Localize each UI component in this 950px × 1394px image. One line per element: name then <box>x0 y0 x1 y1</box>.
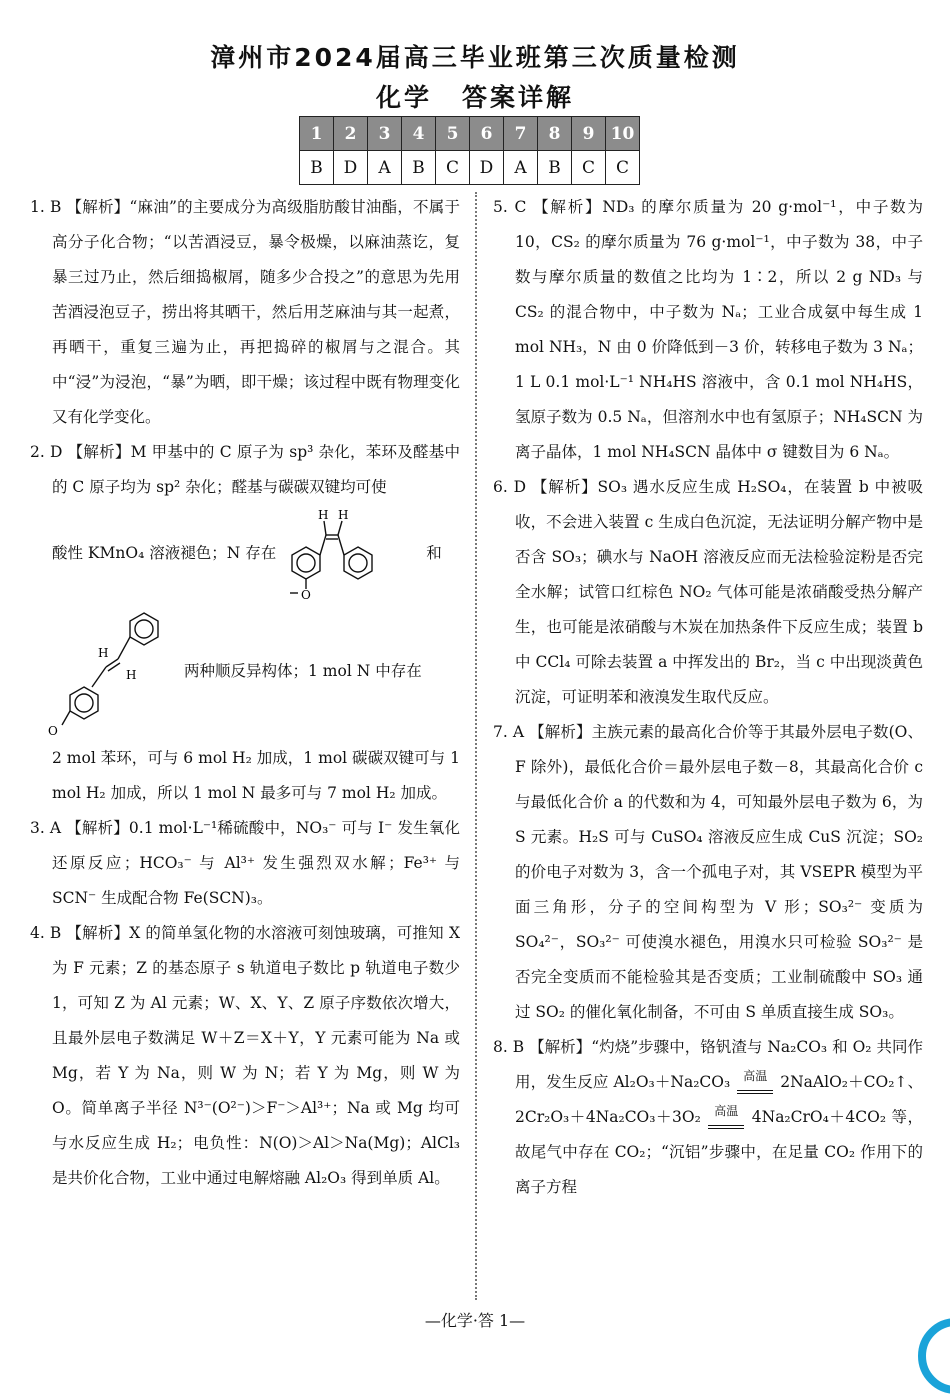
answer-cell: A <box>504 151 538 185</box>
answer-cell: D <box>334 151 368 185</box>
question-number-cell: 3 <box>368 117 402 151</box>
subject-label: 化学 <box>375 83 432 112</box>
answer-cell: B <box>300 151 334 185</box>
trans-stilbene-structure <box>44 601 174 741</box>
question-4-text: 4. B 【解析】X 的简单氢化物的水溶液可刻蚀玻璃，可推知 X 为 F 元素；Z 的基态原子 s 轨道电子数比 p 轨道电子数少 1，可知 Z 为 Al 元素；W、X、Y、Z 原子序数依次增大，且最外层电子数满足 W＋Z＝X＋Y，Y 元素可能为 Na 或 Mg，若 Y 为 Na，则 W 为 N；若 Y 为 Mg，则 W 为 O。简单离子半径 N³⁻(O²⁻)＞F⁻＞Al³⁺；Na 或 Mg 均可与水反应生成 H₂；电负性：N(O)＞Al＞Na(Mg)；AlCl₃ 是共价化合物，工业中通过电解熔融 Al₂O₃ 得到单质 Al。 <box>30 924 460 1187</box>
question-5-text: 5. C 【解析】ND₃ 的摩尔质量为 20 g·mol⁻¹，中子数为 10，CS₂ 的摩尔质量为 76 g·mol⁻¹，中子数为 38，中子数与摩尔质量的数值之比均为 1∶2，所以 2 g ND₃ 与 CS₂ 的混合物中，中子数为 Nₐ；工业合成氨中每生成 1 mol NH₃，N 由 0 价降低到－3 价，转移电子数为 3 Nₐ；1 L 0.1 mol·L⁻¹ NH₄HS 溶液中，含 0.1 mol NH₄HS，氢原子数为 0.5 Nₐ，但溶剂水中也有氢原子；NH₄SCN 为离子晶体，1 mol NH₄SCN 晶体中 σ 键数目为 6 Nₐ。 <box>493 198 923 461</box>
question-3-explanation <box>30 811 460 916</box>
answer-cell: D <box>470 151 504 185</box>
page-subtitle <box>0 78 950 114</box>
question-8-explanation <box>493 1030 923 1205</box>
question-7-explanation <box>493 715 923 1030</box>
question-1-explanation <box>30 190 460 435</box>
molecule-row-cis <box>30 505 460 601</box>
svg-text:H: H <box>126 668 137 682</box>
question-5-explanation <box>493 190 923 470</box>
question-number-cell: 2 <box>334 117 368 151</box>
answer-table-header-row <box>300 117 640 151</box>
answer-cell: B <box>402 151 436 185</box>
left-column <box>30 190 460 1196</box>
question-3-text: 3. A 【解析】0.1 mol·L⁻¹稀硫酸中，NO₃⁻ 可与 I⁻ 发生氧化还原反应；HCO₃⁻ 与 Al³⁺ 发生强烈双水解；Fe³⁺ 与 SCN⁻ 生成配合物 Fe(SCN)₃。 <box>30 819 460 907</box>
answer-table-answer-row <box>300 151 640 185</box>
answer-cell: A <box>368 151 402 185</box>
question-8-text-b: 2NaAlO₂＋CO₂↑、 <box>780 1073 923 1091</box>
question-number-cell: 4 <box>402 117 436 151</box>
question-2-text-a: 2. D 【解析】M 甲基中的 C 原子为 sp³ 杂化，苯环及醛基中的 C 原子均为 sp² 杂化；醛基与碳碳双键均可使 <box>30 443 460 496</box>
question-8-text-c: 2Cr₂O₃＋4Na₂CO₃＋3O₂ <box>515 1108 701 1126</box>
question-2-and: 和 <box>426 543 442 562</box>
answer-cell: C <box>606 151 640 185</box>
answer-cell: C <box>436 151 470 185</box>
question-6-explanation <box>493 470 923 715</box>
answer-cell: B <box>538 151 572 185</box>
column-divider <box>475 192 477 1300</box>
answer-cell: C <box>572 151 606 185</box>
question-number-cell: 8 <box>538 117 572 151</box>
reaction-condition: 高温 <box>743 1069 768 1083</box>
reaction-arrow-2 <box>708 1104 744 1132</box>
right-column <box>493 190 923 1205</box>
question-2-text-c: 两种顺反异构体；1 mol N 中存在 <box>184 661 422 680</box>
question-6-text: 6. D 【解析】SO₃ 遇水反应生成 H₂SO₄，在装置 b 中被吸收，不会进入装置 c 生成白色沉淀，无法证明分解产物中是否含 SO₃；碘水与 NaOH 溶液反应而无法检验淀粉是否完全水解；试管口红棕色 NO₂ 气体可能是浓硝酸受热分解产生，也可能是浓硝酸与木炭在加热条件下反应生成；装置 b 中 CCl₄ 可除去装置 a 中挥发出的 Br₂，当 c 中出现淡黄色沉淀，可证明苯和液溴发生取代反应。 <box>493 478 923 706</box>
question-number-cell: 1 <box>300 117 334 151</box>
question-8-text-a: 8. B 【解析】“灼烧”步骤中，铬钒渣与 Na₂CO₃ 和 O₂ 共同作用，发生反应 Al₂O₃＋Na₂CO₃ <box>493 1038 923 1091</box>
question-1-text: 1. B 【解析】“麻油”的主要成分为高级脂肪酸甘油酯，不属于高分子化合物；“以苦酒浸豆，暴令极燥，以麻油蒸讫，复暴三过乃止，然后细捣椒屑，随多少合投之”的意思为先用苦酒浸泡豆子，捞出将其晒干，然后用芝麻油与其一起煮，再晒干，重复三遍为止，再把捣碎的椒屑与之混合。其中“浸”为浸泡，“暴”为晒，即干燥；该过程中既有物理变化又有化学变化。 <box>30 198 460 426</box>
reaction-arrow-1 <box>737 1069 773 1097</box>
question-number-cell: 5 <box>436 117 470 151</box>
question-number-cell: 9 <box>572 117 606 151</box>
question-2-text-d: 2 mol 苯环，可与 6 mol H₂ 加成，1 mol 碳碳双键可与 1 mol H₂ 加成，所以 1 mol N 最多可与 7 mol H₂ 加成。 <box>52 749 460 802</box>
question-8-text-d: 4Na₂CrO₄＋4CO₂ 等，故尾气中存在 CO₂；“沉铝”步骤中，在足量 CO₂ 作用下的离子方程 <box>515 1108 924 1196</box>
page-footer: —化学·答 1— <box>424 1311 526 1330</box>
question-4-explanation <box>30 916 460 1196</box>
svg-text:O: O <box>301 588 312 601</box>
question-number-cell: 10 <box>606 117 640 151</box>
cis-stilbene-structure <box>276 505 426 601</box>
question-number-cell: 6 <box>470 117 504 151</box>
question-number-cell: 7 <box>504 117 538 151</box>
question-7-text: 7. A 【解析】主族元素的最高化合价等于其最外层电子数(O、F 除外)，最低化合价＝最外层电子数－8，其最高化合价 c 与最低化合价 a 的代数和为 4，可知最外层电子数为 6，为 S 元素。H₂S 可与 CuSO₄ 溶液反应生成 CuS 沉淀；SO₂ 的价电子对数为 3，含一个孤电子对，其 VSEPR 模型为平面三角形，分子的空间构型为 V 形；SO₃²⁻ 变质为 SO₄²⁻，SO₃²⁻ 可使溴水褪色，用溴水只可检验 SO₃²⁻ 是否完全变质而不能检验其是否变质；工业制硫酸中 SO₃ 通过 SO₂ 的催化氧化制备，不可由 S 单质直接生成 SO₃。 <box>493 723 923 1021</box>
question-8-text <box>493 1030 923 1205</box>
question-2-text-b: 酸性 KMnO₄ 溶液褪色；N 存在 <box>52 543 277 562</box>
reaction-condition: 高温 <box>714 1104 739 1118</box>
subtitle-label: 答案详解 <box>462 83 575 112</box>
svg-text:H: H <box>98 646 109 660</box>
question-2-explanation <box>30 435 460 811</box>
molecule-row-trans <box>30 601 460 741</box>
svg-text:H: H <box>318 508 329 522</box>
answer-table <box>299 116 640 185</box>
page-title: 漳州市2024届高三毕业班第三次质量检测 <box>210 43 740 72</box>
svg-text:H: H <box>338 508 349 522</box>
svg-text:O: O <box>48 724 58 738</box>
